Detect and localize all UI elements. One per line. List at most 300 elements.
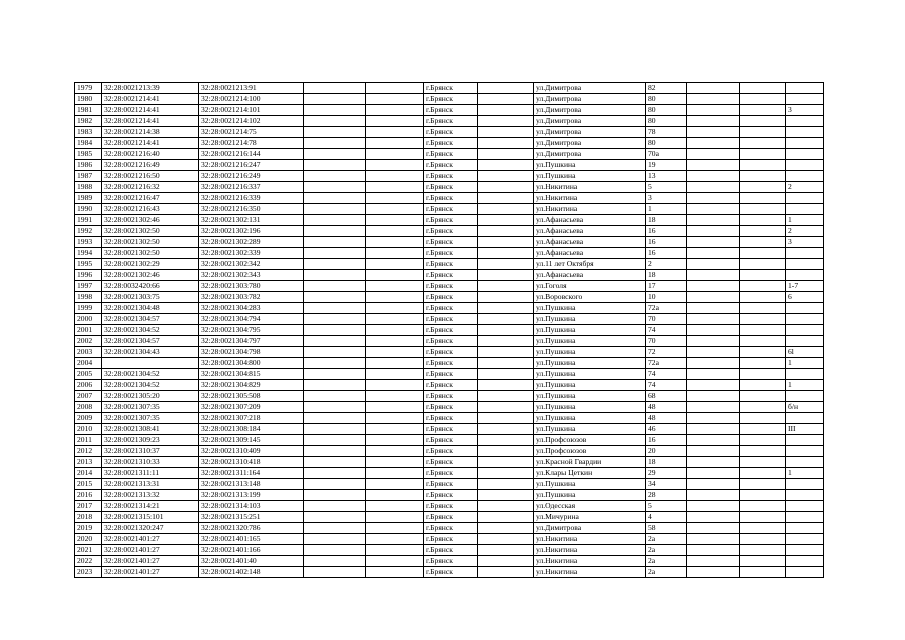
empty-cell-a (304, 105, 366, 116)
row-number-cell: 1999 (75, 303, 102, 314)
empty-cell-e (740, 105, 786, 116)
cadastral-parcel-cell (102, 358, 199, 369)
cadastral-object-cell: 32:28:0021216:337 (199, 182, 304, 193)
city-cell: г.Брянск (424, 105, 478, 116)
table-row (75, 138, 824, 149)
cadastral-object-cell: 32:28:0021214:78 (199, 138, 304, 149)
empty-cell-b (366, 567, 424, 578)
cadastral-parcel-cell: 32:28:0021214:41 (102, 105, 199, 116)
cadastral-object-cell: 32:28:0021304:283 (199, 303, 304, 314)
row-number-cell: 2010 (75, 424, 102, 435)
house-number-cell: 2а (646, 545, 687, 556)
street-cell: ул.Афанасьева (534, 226, 646, 237)
house-number-cell: 29 (646, 468, 687, 479)
cadastral-parcel-cell: 32:28:0021216:43 (102, 204, 199, 215)
city-cell: г.Брянск (424, 435, 478, 446)
cadastral-object-cell: 32:28:0021320:786 (199, 523, 304, 534)
table-row (75, 457, 824, 468)
table-row (75, 248, 824, 259)
empty-cell-d (687, 215, 740, 226)
city-cell: г.Брянск (424, 424, 478, 435)
empty-cell-b (366, 193, 424, 204)
apartment-cell (786, 534, 824, 545)
row-number-cell: 1982 (75, 116, 102, 127)
empty-cell-b (366, 435, 424, 446)
empty-cell-e (740, 281, 786, 292)
table-row (75, 281, 824, 292)
cadastral-object-cell: 32:28:0021216:350 (199, 204, 304, 215)
empty-cell-e (740, 314, 786, 325)
empty-cell-d (687, 369, 740, 380)
table-row (75, 193, 824, 204)
empty-cell-d (687, 270, 740, 281)
table-row (75, 292, 824, 303)
row-number-cell: 1989 (75, 193, 102, 204)
empty-cell-b (366, 490, 424, 501)
empty-cell-b (366, 512, 424, 523)
row-number-cell: 2017 (75, 501, 102, 512)
empty-cell-a (304, 446, 366, 457)
cadastral-parcel-cell: 32:28:0021214:41 (102, 94, 199, 105)
house-number-cell: 2 (646, 259, 687, 270)
cadastral-object-cell: 32:28:0021307:209 (199, 402, 304, 413)
row-number-cell: 1997 (75, 281, 102, 292)
empty-cell-d (687, 545, 740, 556)
cadastral-object-cell: 32:28:0021304:795 (199, 325, 304, 336)
empty-cell-d (687, 347, 740, 358)
empty-cell-e (740, 556, 786, 567)
empty-cell-d (687, 171, 740, 182)
table-row (75, 303, 824, 314)
street-cell: ул.Димитрова (534, 523, 646, 534)
row-number-cell: 1983 (75, 127, 102, 138)
empty-cell-e (740, 402, 786, 413)
empty-cell-d (687, 523, 740, 534)
row-number-cell: 1987 (75, 171, 102, 182)
empty-cell-e (740, 193, 786, 204)
empty-cell-d (687, 380, 740, 391)
cadastral-object-cell: 32:28:0021216:249 (199, 171, 304, 182)
empty-cell-e (740, 413, 786, 424)
empty-cell-b (366, 303, 424, 314)
empty-cell-e (740, 380, 786, 391)
empty-cell-d (687, 468, 740, 479)
house-number-cell: 28 (646, 490, 687, 501)
row-number-cell: 1985 (75, 149, 102, 160)
table-row (75, 116, 824, 127)
empty-cell-a (304, 171, 366, 182)
apartment-cell (786, 501, 824, 512)
row-number-cell: 1986 (75, 160, 102, 171)
city-cell: г.Брянск (424, 325, 478, 336)
street-cell: ул.Никитина (534, 545, 646, 556)
cadastral-parcel-cell: 32:28:0021315:101 (102, 512, 199, 523)
empty-cell-a (304, 325, 366, 336)
empty-cell-d (687, 556, 740, 567)
empty-cell-c (478, 545, 534, 556)
city-cell: г.Брянск (424, 149, 478, 160)
empty-cell-e (740, 490, 786, 501)
apartment-cell (786, 336, 824, 347)
table-row (75, 413, 824, 424)
house-number-cell: 70а (646, 149, 687, 160)
cadastral-parcel-cell: 32:28:0021302:50 (102, 237, 199, 248)
house-number-cell: 80 (646, 105, 687, 116)
empty-cell-a (304, 138, 366, 149)
cadastral-parcel-cell: 32:28:0021303:75 (102, 292, 199, 303)
cadastral-object-cell: 32:28:0021304:815 (199, 369, 304, 380)
row-number-cell: 1981 (75, 105, 102, 116)
apartment-cell: 1 (786, 380, 824, 391)
apartment-cell (786, 556, 824, 567)
empty-cell-e (740, 248, 786, 259)
empty-cell-a (304, 391, 366, 402)
cadastral-object-cell: 32:28:0021214:101 (199, 105, 304, 116)
empty-cell-d (687, 138, 740, 149)
table-row (75, 490, 824, 501)
empty-cell-a (304, 259, 366, 270)
cadastral-parcel-cell: 32:28:0021216:49 (102, 160, 199, 171)
table-row (75, 424, 824, 435)
street-cell: ул.Пушкина (534, 325, 646, 336)
cadastral-object-cell: 32:28:0021302:342 (199, 259, 304, 270)
empty-cell-a (304, 336, 366, 347)
empty-cell-e (740, 501, 786, 512)
empty-cell-b (366, 523, 424, 534)
cadastral-parcel-cell: 32:28:0021304:57 (102, 336, 199, 347)
street-cell: ул.Афанасьева (534, 215, 646, 226)
street-cell: ул.Профсоюзов (534, 446, 646, 457)
empty-cell-d (687, 149, 740, 160)
empty-cell-a (304, 347, 366, 358)
street-cell: ул.Димитрова (534, 116, 646, 127)
house-number-cell: 3 (646, 193, 687, 204)
empty-cell-c (478, 193, 534, 204)
empty-cell-e (740, 259, 786, 270)
city-cell: г.Брянск (424, 248, 478, 259)
table-row (75, 380, 824, 391)
city-cell: г.Брянск (424, 127, 478, 138)
empty-cell-d (687, 402, 740, 413)
street-cell: ул.Воровского (534, 292, 646, 303)
cadastral-object-cell: 32:28:0021401:165 (199, 534, 304, 545)
empty-cell-c (478, 380, 534, 391)
empty-cell-c (478, 490, 534, 501)
empty-cell-e (740, 116, 786, 127)
house-number-cell: 2а (646, 567, 687, 578)
street-cell: ул.Пушкина (534, 336, 646, 347)
empty-cell-c (478, 314, 534, 325)
empty-cell-d (687, 501, 740, 512)
city-cell: г.Брянск (424, 281, 478, 292)
house-number-cell: 48 (646, 413, 687, 424)
cadastral-object-cell: 32:28:0021402:148 (199, 567, 304, 578)
empty-cell-a (304, 490, 366, 501)
street-cell: ул.Пушкина (534, 171, 646, 182)
empty-cell-e (740, 336, 786, 347)
empty-cell-c (478, 556, 534, 567)
apartment-cell (786, 369, 824, 380)
empty-cell-d (687, 490, 740, 501)
table-row (75, 391, 824, 402)
cadastral-parcel-cell: 32:28:0021313:31 (102, 479, 199, 490)
house-number-cell: 17 (646, 281, 687, 292)
empty-cell-b (366, 138, 424, 149)
street-cell: ул.Пушкина (534, 424, 646, 435)
city-cell: г.Брянск (424, 94, 478, 105)
empty-cell-a (304, 424, 366, 435)
empty-cell-e (740, 325, 786, 336)
empty-cell-a (304, 512, 366, 523)
empty-cell-d (687, 479, 740, 490)
empty-cell-a (304, 270, 366, 281)
cadastral-object-cell: 32:28:0021401:166 (199, 545, 304, 556)
apartment-cell (786, 314, 824, 325)
empty-cell-a (304, 545, 366, 556)
house-number-cell: 70 (646, 314, 687, 325)
street-cell: ул.Пушкина (534, 369, 646, 380)
empty-cell-b (366, 149, 424, 160)
table-row (75, 567, 824, 578)
empty-cell-a (304, 281, 366, 292)
empty-cell-c (478, 435, 534, 446)
row-number-cell: 2013 (75, 457, 102, 468)
apartment-cell (786, 303, 824, 314)
street-cell: ул.Красной Гвардии (534, 457, 646, 468)
house-number-cell: 72а (646, 303, 687, 314)
city-cell: г.Брянск (424, 523, 478, 534)
house-number-cell: 19 (646, 160, 687, 171)
empty-cell-c (478, 116, 534, 127)
city-cell: г.Брянск (424, 303, 478, 314)
apartment-cell (786, 204, 824, 215)
empty-cell-c (478, 325, 534, 336)
empty-cell-e (740, 435, 786, 446)
cadastral-parcel-cell: 32:28:0021302:29 (102, 259, 199, 270)
street-cell: ул.Никитина (534, 556, 646, 567)
empty-cell-c (478, 567, 534, 578)
apartment-cell (786, 193, 824, 204)
street-cell: ул.Никитина (534, 193, 646, 204)
table-body (75, 83, 824, 578)
cadastral-parcel-cell: 32:28:0021304:43 (102, 347, 199, 358)
empty-cell-e (740, 457, 786, 468)
city-cell: г.Брянск (424, 138, 478, 149)
apartment-cell (786, 270, 824, 281)
empty-cell-c (478, 534, 534, 545)
empty-cell-c (478, 83, 534, 94)
empty-cell-c (478, 391, 534, 402)
empty-cell-c (478, 402, 534, 413)
empty-cell-b (366, 468, 424, 479)
empty-cell-c (478, 446, 534, 457)
cadastral-object-cell: 32:28:0021310:418 (199, 457, 304, 468)
city-cell: г.Брянск (424, 237, 478, 248)
empty-cell-e (740, 127, 786, 138)
house-number-cell: 74 (646, 325, 687, 336)
house-number-cell: 74 (646, 369, 687, 380)
cadastral-parcel-cell: 32:28:0021401:27 (102, 556, 199, 567)
empty-cell-c (478, 358, 534, 369)
table-row (75, 127, 824, 138)
empty-cell-e (740, 237, 786, 248)
apartment-cell (786, 83, 824, 94)
street-cell: ул.11 лет Октября (534, 259, 646, 270)
empty-cell-a (304, 534, 366, 545)
empty-cell-e (740, 424, 786, 435)
house-number-cell: 58 (646, 523, 687, 534)
empty-cell-d (687, 83, 740, 94)
empty-cell-a (304, 369, 366, 380)
street-cell: ул.Пушкина (534, 314, 646, 325)
empty-cell-d (687, 259, 740, 270)
empty-cell-d (687, 567, 740, 578)
city-cell: г.Брянск (424, 116, 478, 127)
cadastral-object-cell: 32:28:0021214:100 (199, 94, 304, 105)
empty-cell-a (304, 479, 366, 490)
cadastral-object-cell: 32:28:0021314:103 (199, 501, 304, 512)
table-row (75, 336, 824, 347)
street-cell: ул.Никитина (534, 534, 646, 545)
house-number-cell: 80 (646, 116, 687, 127)
cadastral-parcel-cell: 32:28:0021214:41 (102, 116, 199, 127)
cadastral-parcel-cell: 32:28:0021307:35 (102, 402, 199, 413)
cadastral-object-cell: 32:28:0021303:780 (199, 281, 304, 292)
city-cell: г.Брянск (424, 556, 478, 567)
street-cell: ул.Пушкина (534, 391, 646, 402)
row-number-cell: 2003 (75, 347, 102, 358)
house-number-cell: 48 (646, 402, 687, 413)
city-cell: г.Брянск (424, 226, 478, 237)
city-cell: г.Брянск (424, 270, 478, 281)
cadastral-object-cell: 32:28:0021216:144 (199, 149, 304, 160)
cadastral-parcel-cell: 32:28:0021216:32 (102, 182, 199, 193)
empty-cell-a (304, 226, 366, 237)
cadastral-object-cell: 32:28:0021302:343 (199, 270, 304, 281)
empty-cell-b (366, 347, 424, 358)
table-row (75, 226, 824, 237)
empty-cell-d (687, 336, 740, 347)
empty-cell-d (687, 182, 740, 193)
cadastral-object-cell: 32:28:0021304:798 (199, 347, 304, 358)
table-row (75, 358, 824, 369)
apartment-cell (786, 259, 824, 270)
row-number-cell: 2004 (75, 358, 102, 369)
empty-cell-d (687, 237, 740, 248)
empty-cell-a (304, 237, 366, 248)
table-row (75, 270, 824, 281)
empty-cell-b (366, 127, 424, 138)
empty-cell-e (740, 182, 786, 193)
empty-cell-d (687, 193, 740, 204)
empty-cell-e (740, 391, 786, 402)
cadastral-object-cell: 32:28:0021214:102 (199, 116, 304, 127)
table-row (75, 94, 824, 105)
empty-cell-c (478, 413, 534, 424)
cadastral-object-cell: 32:28:0021313:148 (199, 479, 304, 490)
empty-cell-a (304, 215, 366, 226)
empty-cell-b (366, 215, 424, 226)
row-number-cell: 2008 (75, 402, 102, 413)
empty-cell-e (740, 83, 786, 94)
table-row (75, 149, 824, 160)
empty-cell-d (687, 424, 740, 435)
row-number-cell: 2000 (75, 314, 102, 325)
empty-cell-d (687, 116, 740, 127)
city-cell: г.Брянск (424, 501, 478, 512)
house-number-cell: 5 (646, 501, 687, 512)
city-cell: г.Брянск (424, 413, 478, 424)
house-number-cell: 80 (646, 138, 687, 149)
street-cell: ул.Димитрова (534, 105, 646, 116)
cadastral-parcel-cell: 32:28:0021302:46 (102, 215, 199, 226)
empty-cell-c (478, 468, 534, 479)
house-number-cell: 78 (646, 127, 687, 138)
table-row (75, 446, 824, 457)
house-number-cell: 16 (646, 435, 687, 446)
empty-cell-e (740, 204, 786, 215)
cadastral-parcel-cell: 32:28:0021216:47 (102, 193, 199, 204)
apartment-cell (786, 171, 824, 182)
house-number-cell: 68 (646, 391, 687, 402)
apartment-cell (786, 391, 824, 402)
cadastral-parcel-cell: 32:28:0021302:50 (102, 248, 199, 259)
cadastral-parcel-cell: 32:28:0021311:11 (102, 468, 199, 479)
empty-cell-b (366, 105, 424, 116)
cadastral-object-cell: 32:28:0021302:131 (199, 215, 304, 226)
apartment-cell: III (786, 424, 824, 435)
table-row (75, 501, 824, 512)
empty-cell-a (304, 204, 366, 215)
empty-cell-b (366, 358, 424, 369)
street-cell: ул.Никитина (534, 567, 646, 578)
street-cell: ул.Гоголя (534, 281, 646, 292)
cadastral-parcel-cell: 32:28:0021320:247 (102, 523, 199, 534)
empty-cell-b (366, 292, 424, 303)
empty-cell-b (366, 226, 424, 237)
empty-cell-e (740, 138, 786, 149)
empty-cell-a (304, 567, 366, 578)
row-number-cell: 2022 (75, 556, 102, 567)
cadastral-object-cell: 32:28:0021302:196 (199, 226, 304, 237)
apartment-cell (786, 149, 824, 160)
empty-cell-b (366, 314, 424, 325)
empty-cell-a (304, 127, 366, 138)
street-cell: ул.Одесская (534, 501, 646, 512)
empty-cell-c (478, 512, 534, 523)
empty-cell-d (687, 226, 740, 237)
cadastral-parcel-cell: 32:28:0021302:46 (102, 270, 199, 281)
empty-cell-a (304, 457, 366, 468)
empty-cell-a (304, 314, 366, 325)
row-number-cell: 2014 (75, 468, 102, 479)
table-row (75, 545, 824, 556)
empty-cell-d (687, 127, 740, 138)
street-cell: ул.Пушкина (534, 380, 646, 391)
apartment-cell: 1-7 (786, 281, 824, 292)
apartment-cell (786, 138, 824, 149)
house-number-cell: 74 (646, 380, 687, 391)
cadastral-object-cell: 32:28:0021305:508 (199, 391, 304, 402)
apartment-cell: 6l (786, 347, 824, 358)
cadastral-object-cell: 32:28:0021213:91 (199, 83, 304, 94)
street-cell: ул.Никитина (534, 204, 646, 215)
cadastral-object-cell: 32:28:0021308:184 (199, 424, 304, 435)
row-number-cell: 1988 (75, 182, 102, 193)
empty-cell-c (478, 248, 534, 259)
table-row (75, 160, 824, 171)
empty-cell-a (304, 556, 366, 567)
